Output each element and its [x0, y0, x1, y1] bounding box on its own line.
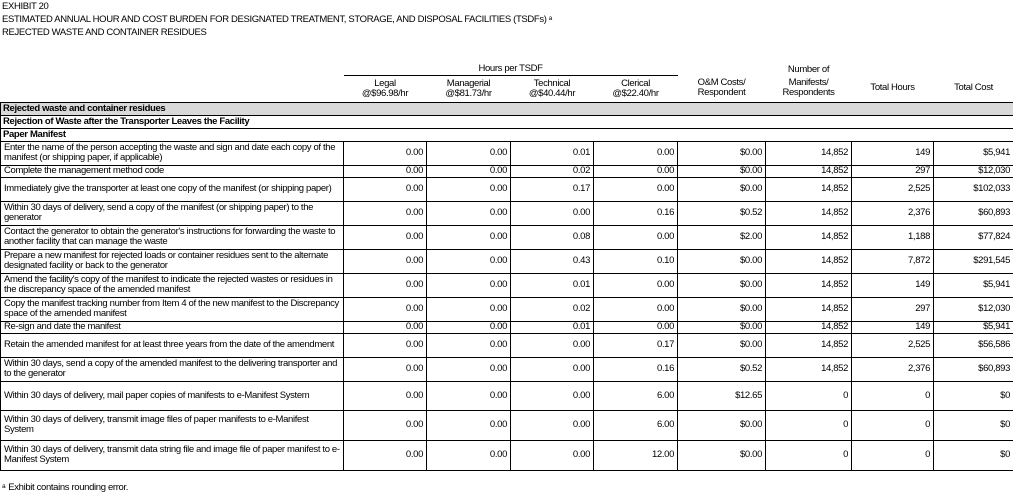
legal-cell: 0.00: [344, 273, 427, 297]
total-hours-cell: 0: [852, 440, 934, 470]
technical-cell: 0.02: [511, 297, 594, 321]
om-cost-cell: $0.00: [678, 273, 766, 297]
managerial-cell: 0.00: [427, 249, 511, 273]
om-cost-cell: $0.00: [678, 141, 766, 165]
section-row: Paper Manifest: [1, 128, 1013, 141]
header-group-row: [1, 63, 1013, 75]
exhibit-subtitle: REJECTED WASTE AND CONTAINER RESIDUES: [2, 27, 207, 38]
legal-cell: 0.00: [344, 165, 427, 177]
technical-cell: 0.43: [511, 249, 594, 273]
total-hours-cell: 297: [852, 165, 934, 177]
clerical-cell: 0.00: [594, 177, 678, 201]
manifests-header-top: Number of: [787, 64, 830, 75]
manifests-cell: 14,852: [766, 357, 852, 381]
clerical-cell: 0.00: [594, 141, 678, 165]
table-row: [1, 225, 1013, 249]
manifests-cell: 14,852: [766, 225, 852, 249]
manifests-cell: 14,852: [766, 201, 852, 225]
om-cost-cell: $0.00: [678, 297, 766, 321]
col-managerial: Managerial @$81.73/hr: [445, 77, 492, 99]
manifests-cell: 0: [766, 440, 852, 470]
col-total-hours: Total Hours: [870, 82, 915, 94]
exhibit-label: EXHIBIT 20: [2, 1, 49, 12]
managerial-cell: 0.00: [427, 225, 511, 249]
om-cost-cell: $0.00: [678, 165, 766, 177]
clerical-cell: 0.16: [594, 357, 678, 381]
table-row: [1, 357, 1013, 381]
clerical-cell: 0.10: [594, 249, 678, 273]
exhibit-title: [2, 14, 552, 25]
manifests-cell: 14,852: [766, 297, 852, 321]
om-cost-cell: $0.00: [678, 249, 766, 273]
activity-label: Amend the facility's copy of the manifest to indicate the rejected wastes or residues in the discrepancy space of the amended manifest: [1, 273, 344, 297]
total-hours-cell: 149: [852, 273, 934, 297]
table-row: [1, 249, 1013, 273]
total-cost-cell: $56,586: [934, 333, 1013, 357]
section-row: Rejected waste and container residues: [1, 102, 1013, 115]
legal-cell: 0.00: [344, 249, 427, 273]
total-cost-cell: $5,941: [934, 141, 1013, 165]
technical-cell: 0.00: [511, 410, 594, 440]
manifests-cell: 0: [766, 410, 852, 440]
activity-label: Retain the amended manifest for at least three years from the date of the amendment: [1, 333, 344, 357]
total-cost-cell: $77,824: [934, 225, 1013, 249]
footnote-marker: a: [2, 483, 6, 490]
table-body: [1, 141, 1013, 470]
managerial-cell: 0.00: [427, 201, 511, 225]
total-cost-cell: $12,030: [934, 165, 1013, 177]
manifests-cell: 14,852: [766, 333, 852, 357]
total-hours-cell: 2,525: [852, 333, 934, 357]
clerical-cell: 0.00: [594, 165, 678, 177]
clerical-cell: 6.00: [594, 381, 678, 410]
managerial-cell: 0.00: [427, 273, 511, 297]
managerial-cell: 0.00: [427, 165, 511, 177]
om-cost-cell: $0.52: [678, 357, 766, 381]
activity-label: Complete the management method code: [1, 165, 344, 177]
total-cost-cell: $60,893: [934, 357, 1013, 381]
activity-label: Contact the generator to obtain the generator's instructions for forwarding the waste to another facility that can manage the waste: [1, 225, 344, 249]
activity-label: Within 30 days, send a copy of the amended manifest to the delivering transporter and to the generator: [1, 357, 344, 381]
legal-cell: 0.00: [344, 333, 427, 357]
activity-label: Immediately give the transporter at least one copy of the manifest (or shipping paper): [1, 177, 344, 201]
managerial-cell: 0.00: [427, 321, 511, 333]
total-hours-cell: 0: [852, 381, 934, 410]
clerical-cell: 0.17: [594, 333, 678, 357]
total-hours-cell: 2,376: [852, 357, 934, 381]
activity-label: Within 30 days of delivery, mail paper copies of manifests to e-Manifest System: [1, 381, 344, 410]
total-cost-cell: $102,033: [934, 177, 1013, 201]
clerical-cell: 0.16: [594, 201, 678, 225]
total-cost-cell: $12,030: [934, 297, 1013, 321]
managerial-cell: 0.00: [427, 297, 511, 321]
technical-cell: 0.02: [511, 165, 594, 177]
clerical-cell: 0.00: [594, 273, 678, 297]
manifests-cell: 14,852: [766, 165, 852, 177]
om-cost-cell: $0.00: [678, 333, 766, 357]
col-clerical: Clerical @$22.40/hr: [612, 77, 659, 99]
legal-cell: 0.00: [344, 141, 427, 165]
managerial-cell: 0.00: [427, 333, 511, 357]
managerial-cell: 0.00: [427, 357, 511, 381]
total-cost-cell: $0: [934, 440, 1013, 470]
col-manifests: Manifests/ Respondents: [782, 77, 835, 99]
col-om-costs: O&M Costs/ Respondent: [697, 77, 746, 99]
clerical-cell: 12.00: [594, 440, 678, 470]
total-cost-cell: $5,941: [934, 273, 1013, 297]
manifests-cell: 14,852: [766, 141, 852, 165]
om-cost-cell: $0.00: [678, 177, 766, 201]
total-cost-cell: $0: [934, 410, 1013, 440]
legal-cell: 0.00: [344, 177, 427, 201]
manifests-cell: 14,852: [766, 177, 852, 201]
managerial-cell: 0.00: [427, 141, 511, 165]
col-total-cost: Total Cost: [954, 82, 993, 94]
table-row: [1, 177, 1013, 201]
total-hours-cell: 149: [852, 321, 934, 333]
om-cost-cell: $0.00: [678, 410, 766, 440]
clerical-cell: 0.00: [594, 321, 678, 333]
technical-cell: 0.01: [511, 321, 594, 333]
table-row: [1, 201, 1013, 225]
managerial-cell: 0.00: [427, 440, 511, 470]
total-cost-cell: $0: [934, 381, 1013, 410]
activity-label: Re-sign and date the manifest: [1, 321, 344, 333]
table-row: [1, 273, 1013, 297]
om-cost-cell: $0.00: [678, 440, 766, 470]
total-hours-cell: 297: [852, 297, 934, 321]
manifests-cell: 0: [766, 381, 852, 410]
header-row: [1, 75, 1013, 102]
technical-cell: 0.00: [511, 357, 594, 381]
table-row: [1, 297, 1013, 321]
legal-cell: 0.00: [344, 357, 427, 381]
total-cost-cell: $60,893: [934, 201, 1013, 225]
table-row: [1, 141, 1013, 165]
clerical-cell: 0.00: [594, 297, 678, 321]
technical-cell: 0.08: [511, 225, 594, 249]
manifests-cell: 14,852: [766, 321, 852, 333]
total-hours-cell: 7,872: [852, 249, 934, 273]
technical-cell: 0.00: [511, 381, 594, 410]
activity-label: Within 30 days of delivery, send a copy of the manifest (or shipping paper) to the generator: [1, 201, 344, 225]
table-row: [1, 440, 1013, 470]
managerial-cell: 0.00: [427, 177, 511, 201]
burden-table: [0, 63, 1013, 471]
total-hours-cell: 1,188: [852, 225, 934, 249]
legal-cell: 0.00: [344, 381, 427, 410]
managerial-cell: 0.00: [427, 381, 511, 410]
technical-cell: 0.00: [511, 440, 594, 470]
activity-label: Within 30 days of delivery, transmit image files of paper manifests to e-Manifest System: [1, 410, 344, 440]
col-technical: Technical @$40.44/hr: [528, 77, 576, 99]
technical-cell: 0.00: [511, 333, 594, 357]
total-cost-cell: $5,941: [934, 321, 1013, 333]
table-row: [1, 321, 1013, 333]
table-row: [1, 165, 1013, 177]
table-row: [1, 333, 1013, 357]
legal-cell: 0.00: [344, 225, 427, 249]
footnote: [2, 482, 128, 493]
activity-label: Copy the manifest tracking number from Item 4 of the new manifest to the Discrepancy space of the amended manifest: [1, 297, 344, 321]
manifests-cell: 14,852: [766, 273, 852, 297]
manifests-cell: 14,852: [766, 249, 852, 273]
table-row: [1, 381, 1013, 410]
total-hours-cell: 0: [852, 410, 934, 440]
legal-cell: 0.00: [344, 440, 427, 470]
activity-label: Prepare a new manifest for rejected loads or container residues sent to the alternate designated facility or back to the generator: [1, 249, 344, 273]
managerial-cell: 0.00: [427, 410, 511, 440]
legal-cell: 0.00: [344, 201, 427, 225]
col-legal: Legal @$96.98/hr: [361, 77, 409, 99]
clerical-cell: 0.00: [594, 225, 678, 249]
om-cost-cell: $2.00: [678, 225, 766, 249]
activity-label: Within 30 days of delivery, transmit data string file and image file of paper manifest to e-Manifest System: [1, 440, 344, 470]
technical-cell: 0.01: [511, 273, 594, 297]
title-text: ESTIMATED ANNUAL HOUR AND COST BURDEN FOR DESIGNATED TREATMENT, STORAGE, AND DISPOSAL FACILITIES (TSDFs): [2, 14, 547, 25]
total-hours-cell: 2,376: [852, 201, 934, 225]
footnote-text: Exhibit contains rounding error.: [8, 482, 129, 493]
technical-cell: 0.00: [511, 201, 594, 225]
hours-per-tsdf-header: Hours per TSDF: [344, 63, 678, 75]
legal-cell: 0.00: [344, 321, 427, 333]
activity-label: Enter the name of the person accepting the waste and sign and date each copy of the manifest (or shipping paper, if applicable): [1, 141, 344, 165]
om-cost-cell: $0.52: [678, 201, 766, 225]
legal-cell: 0.00: [344, 410, 427, 440]
title-footnote-marker: a: [548, 15, 552, 22]
legal-cell: 0.00: [344, 297, 427, 321]
total-hours-cell: 2,525: [852, 177, 934, 201]
clerical-cell: 6.00: [594, 410, 678, 440]
section-row: Rejection of Waste after the Transporter Leaves the Facility: [1, 115, 1013, 128]
total-hours-cell: 149: [852, 141, 934, 165]
om-cost-cell: $0.00: [678, 321, 766, 333]
table-row: [1, 410, 1013, 440]
technical-cell: 0.01: [511, 141, 594, 165]
total-cost-cell: $291,545: [934, 249, 1013, 273]
technical-cell: 0.17: [511, 177, 594, 201]
om-cost-cell: $12.65: [678, 381, 766, 410]
